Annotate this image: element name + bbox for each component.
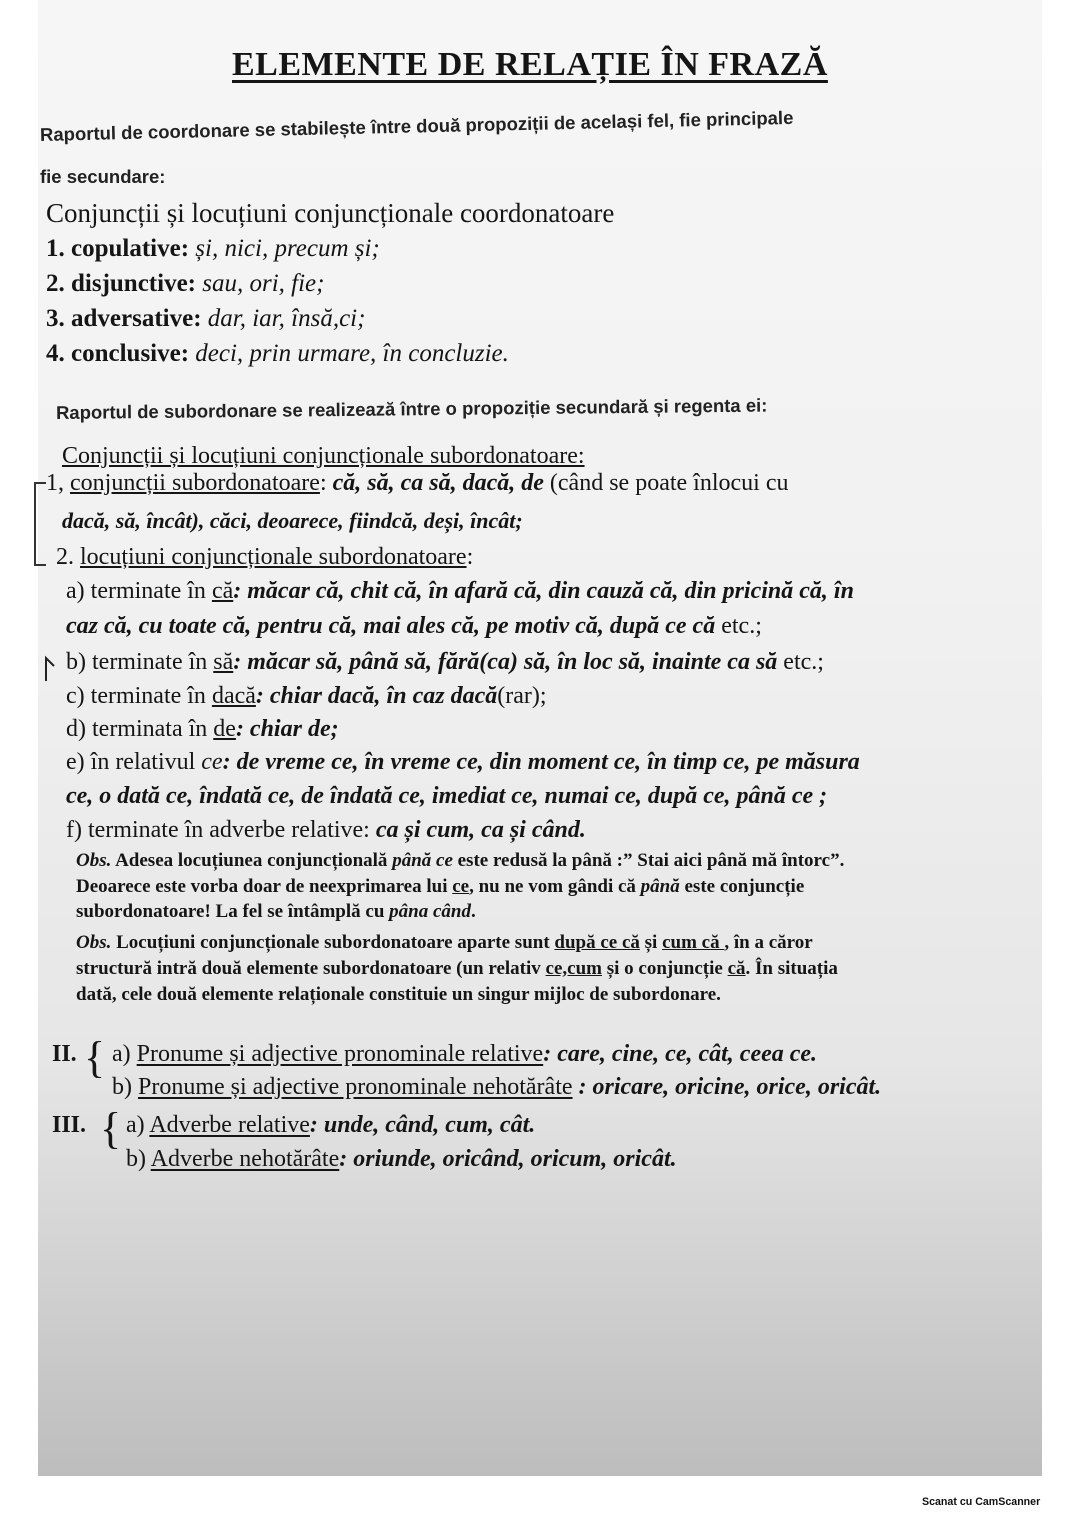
obs-text: subordonatoare! La fel se întâmplă cu bbox=[76, 901, 390, 922]
item-examples: și, nici, precum și; bbox=[195, 235, 380, 262]
observation-2-line-2 bbox=[76, 958, 838, 980]
item-label: Adverbe nehotărâte bbox=[150, 1146, 340, 1172]
section-2-brace: { bbox=[84, 1033, 106, 1082]
coordination-item-disjunctive bbox=[46, 270, 324, 298]
obs-label: Obs. bbox=[76, 932, 112, 953]
item-prefix: a) bbox=[112, 1041, 137, 1067]
subordination-point-1-continued: dacă, să, încât), căci, deoarece, fiindcă, deși, încât; bbox=[62, 508, 523, 533]
point-colon: : bbox=[466, 544, 474, 570]
locution-item-a-continued bbox=[66, 613, 762, 640]
locution-item-f bbox=[66, 817, 586, 844]
item-list: : chiar dacă, în caz dacă bbox=[255, 683, 498, 709]
point-label: locuțiuni conjuncționale subordonatoare bbox=[80, 544, 467, 570]
item-prefix: f) terminate în adverbe relative: bbox=[66, 817, 376, 843]
obs-text: , nu ne vom gândi că bbox=[469, 876, 641, 897]
item-number: 4. bbox=[46, 340, 71, 367]
obs-term: după ce că bbox=[554, 932, 640, 953]
item-list: : chiar de; bbox=[235, 716, 339, 742]
section-2-number: II. bbox=[52, 1041, 77, 1067]
locution-item-e-continued: ce, o dată ce, îndată ce, de îndată ce, imediat ce, numai ce, după ce, până ce ; bbox=[66, 783, 828, 809]
item-prefix: b) bbox=[126, 1146, 151, 1172]
item-list: : de vreme ce, în vreme ce, din moment ce, în timp ce, pe măsura bbox=[222, 749, 860, 775]
obs-term: că bbox=[727, 958, 746, 979]
section-2-item-b bbox=[112, 1074, 881, 1101]
item-keyword: să bbox=[213, 649, 234, 675]
obs-text: este conjuncție bbox=[679, 876, 805, 897]
margin-bracket bbox=[34, 482, 46, 566]
item-list: : oriunde, oricând, oricum, oricât. bbox=[339, 1146, 677, 1172]
item-etc: etc.; bbox=[715, 613, 762, 639]
section-3-brace: { bbox=[100, 1104, 122, 1153]
item-list: : oricare, oricine, orice, oricât. bbox=[572, 1074, 882, 1100]
coordination-item-adversative bbox=[46, 305, 365, 333]
obs-text: este redusă la până :” Stai aici până mă întorc”. bbox=[452, 850, 845, 871]
point-colon: : bbox=[319, 470, 333, 496]
item-examples: dar, iar, însă,ci; bbox=[207, 305, 366, 332]
locution-item-d bbox=[66, 716, 339, 743]
item-note: (rar); bbox=[497, 683, 547, 709]
obs-text: Locuțiuni conjuncționale subordonatoare aparte sunt bbox=[111, 932, 555, 953]
obs-text: . bbox=[471, 901, 476, 922]
obs-text: Deoarece este vorba doar de neexprimarea lui bbox=[76, 876, 453, 897]
obs-text: și o conjuncție bbox=[601, 958, 728, 979]
item-prefix: d) terminata în bbox=[66, 716, 214, 742]
item-label: conclusive: bbox=[71, 340, 196, 367]
obs-term: până bbox=[640, 876, 680, 897]
item-keyword: ce bbox=[201, 749, 223, 775]
obs-label: Obs. bbox=[76, 850, 112, 871]
item-number: 1. bbox=[46, 235, 71, 262]
item-etc: etc.; bbox=[777, 649, 824, 675]
subordination-heading: Conjuncții și locuțiuni conjuncționale subordonatoare: bbox=[62, 443, 585, 469]
item-label: adversative: bbox=[71, 305, 208, 332]
point-label: conjuncții subordonatoare bbox=[70, 470, 320, 496]
item-prefix: b) bbox=[112, 1074, 138, 1100]
item-list: : măcar să, până să, fără(ca) să, în loc să, inainte ca să bbox=[233, 649, 778, 675]
obs-term: ce bbox=[452, 876, 470, 897]
item-list: : unde, când, cum, cât. bbox=[309, 1112, 536, 1138]
item-label: disjunctive: bbox=[71, 270, 203, 297]
observation-1-line-2 bbox=[76, 876, 804, 898]
point-number: 2. bbox=[56, 544, 80, 570]
item-examples: deci, prin urmare, în concluzie. bbox=[195, 340, 509, 367]
item-number: 3. bbox=[46, 305, 71, 332]
locution-item-c bbox=[66, 683, 547, 710]
subordination-point-2 bbox=[56, 544, 473, 571]
item-label: Pronume și adjective pronominale nehotărâte bbox=[138, 1074, 573, 1100]
coordination-item-copulative bbox=[46, 235, 380, 263]
section-3-number: III. bbox=[52, 1112, 87, 1138]
obs-text: . În situația bbox=[745, 958, 838, 979]
item-list: : care, cine, ce, cât, ceea ce. bbox=[543, 1041, 818, 1067]
obs-text: Adesea locuțiunea conjuncțională bbox=[111, 850, 393, 871]
subordination-point-1 bbox=[46, 470, 788, 497]
observation-1-line-3 bbox=[76, 901, 476, 923]
item-label: Adverbe relative bbox=[149, 1112, 310, 1138]
item-keyword: că bbox=[211, 578, 234, 604]
obs-text: structură intră două elemente subordonatoare (un relativ bbox=[76, 958, 546, 979]
section-3-item-a bbox=[126, 1112, 535, 1139]
item-prefix: e) în relativul bbox=[66, 749, 202, 775]
section-3-item-b bbox=[126, 1146, 677, 1173]
subordination-intro: Raportul de subordonare se realizează între o propoziție secundară și regenta ei: bbox=[55, 394, 768, 423]
page-title: ELEMENTE DE RELAȚIE ÎN FRAZĂ bbox=[232, 46, 828, 83]
scanner-watermark: Scanat cu CamScanner bbox=[921, 1496, 1040, 1508]
coordination-intro-line-2: fie secundare: bbox=[40, 166, 166, 187]
item-label: Pronume și adjective pronominale relative bbox=[136, 1041, 544, 1067]
item-list: caz că, cu toate că, pentru că, mai ales că, pe motiv că, după ce că bbox=[66, 613, 716, 639]
item-keyword: dacă bbox=[211, 683, 256, 709]
item-prefix: c) terminate în bbox=[66, 683, 212, 709]
point-note: (când se poate înlocui cu bbox=[543, 470, 789, 496]
item-label: copulative: bbox=[71, 235, 196, 262]
handwritten-arrow-mark bbox=[42, 654, 56, 682]
item-prefix: a) bbox=[126, 1112, 150, 1138]
item-list: ca și cum, ca și când. bbox=[375, 817, 586, 843]
coordination-intro-line-1: Raportul de coordonare se stabilește între două propoziții de același fel, fie principale bbox=[39, 106, 794, 145]
coordination-item-conclusive bbox=[46, 340, 509, 368]
item-keyword: de bbox=[213, 716, 236, 742]
obs-term: ce,cum bbox=[545, 958, 602, 979]
item-list: : măcar că, chit că, în afară că, din cauză că, din pricină că, în bbox=[233, 578, 854, 604]
section-2-item-a bbox=[112, 1041, 817, 1068]
item-prefix: b) terminate în bbox=[66, 649, 214, 675]
item-number: 2. bbox=[46, 270, 71, 297]
locution-item-b bbox=[66, 649, 824, 676]
obs-term: pâna când bbox=[389, 901, 471, 922]
observation-2-line-3: dată, cele două elemente relaționale constituie un singur mijloc de subordonare. bbox=[76, 984, 721, 1005]
locution-item-e bbox=[66, 749, 860, 776]
point-number: 1, bbox=[46, 470, 70, 496]
point-list: că, să, ca să, dacă, de bbox=[332, 470, 544, 496]
obs-term: până ce bbox=[392, 850, 453, 871]
coordination-heading: Conjuncții și locuțiuni conjuncționale coordonatoare bbox=[46, 198, 615, 228]
observation-1-line-1 bbox=[76, 850, 844, 872]
obs-text: , în a căror bbox=[724, 932, 813, 953]
obs-text: și bbox=[639, 932, 663, 953]
locution-item-a bbox=[66, 578, 854, 605]
obs-term: cum că bbox=[662, 932, 725, 953]
item-prefix: a) terminate în bbox=[66, 578, 212, 604]
observation-2-line-1 bbox=[76, 932, 813, 954]
item-examples: sau, ori, fie; bbox=[202, 270, 325, 297]
